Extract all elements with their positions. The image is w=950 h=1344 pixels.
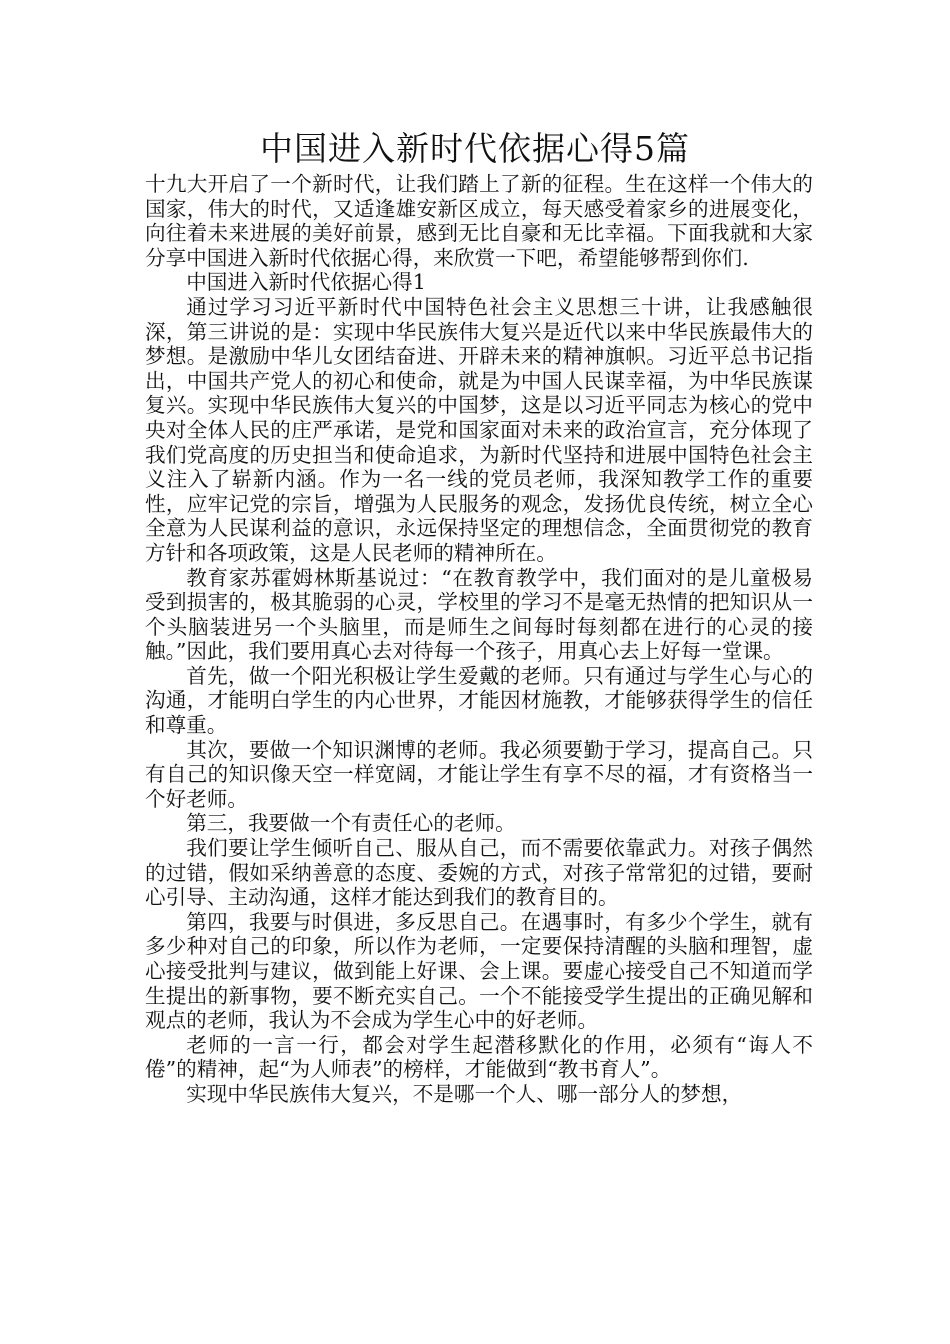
document-title: 中国进入新时代依据心得5篇 (260, 129, 690, 168)
paragraph: 通过学习习近平新时代中国特色社会主义思想三十讲，让我感触很深，第三讲说的是：实现中华民族伟大复兴是近代以来中华民族最伟大的梦想。是激励中华儿女团结奋进、开辟未来的精神旗帜。习近平总书记指出，中国共产党人的初心和使命，就是为中国人民谋幸福，为中华民族谋复兴。实现中华民族伟大复兴的中国梦，这是以习近平同志为核心的党中央对全体人民的庄严承诺，是党和国家面对未来的政治宣言，充分体现了我们党高度的历史担当和使命追求，为新时代坚持和进展中国特色社会主义注入了崭新内涵。作为一名一线的党员老师，我深知教学工作的重要性，应牢记党的宗旨，增强为人民服务的观念，发扬优良传统，树立全心全意为人民谋利益的意识，永远保持坚定的理想信念，全面贯彻党的教育方针和各项政策，这是人民老师的精神所在。 (145, 294, 813, 565)
paragraph: 教育家苏霍姆林斯基说过：“在教育教学中，我们面对的是儿童极易受到损害的，极其脆弱的心灵，学校里的学习不是毫无热情的把知识从一个头脑装进另一个头脑里，而是师生之间每时每刻都在进行的心灵的接触。”因此，我们要用真心去对待每一个孩子，用真心去上好每一堂课。 (145, 565, 813, 664)
document-body (145, 172, 813, 1107)
section-heading: 中国进入新时代依据心得1 (186, 270, 426, 295)
intro-paragraph: 十九大开启了一个新时代，让我们踏上了新的征程。生在这样一个伟大的国家，伟大的时代，又适逢雄安新区成立，每天感受着家乡的进展变化，向往着未来进展的美好前景，感到无比自豪和无比幸福。下面我就和大家分享中国进入新时代依据心得，来欣赏一下吧，希望能够帮到你们. (145, 172, 813, 270)
paragraph: 实现中华民族伟大复兴，不是哪一个人、哪一部分人的梦想， (186, 1081, 743, 1106)
paragraph: 首先，做一个阳光积极让学生爱戴的老师。只有通过与学生心与心的沟通，才能明白学生的内心世界，才能因材施教，才能够获得学生的信任和尊重。 (145, 663, 813, 738)
paragraph: 其次，要做一个知识渊博的老师。我必须要勤于学习，提高自己。只有自己的知识像天空一样宽阔，才能让学生有享不尽的福，才有资格当一个好老师。 (145, 737, 813, 811)
paragraph: 第三，我要做一个有责任心的老师。 (186, 811, 516, 836)
paragraph: 我们要让学生倾听自己、服从自己，而不需要依靠武力。对孩子偶然的过错，假如采纳善意的态度、委婉的方式，对孩子常常犯的过错，要耐心引导、主动沟通，这样才能达到我们的教育目的。 (145, 836, 813, 910)
paragraph: 老师的一言一行，都会对学生起潜移默化的作用，必须有“诲人不倦”的精神，起“为人师表”的榜样，才能做到“教书育人”。 (145, 1032, 813, 1082)
paragraph: 第四，我要与时俱进，多反思自己。在遇事时，有多少个学生，就有多少种对自己的印象，所以作为老师，一定要保持清醒的头脑和理智，虚心接受批判与建议，做到能上好课、会上课。要虚心接受自己不知道而学生提出的新事物，要不断充实自己。一个不能接受学生提出的正确见解和观点的老师，我认为不会成为学生心中的好老师。 (145, 909, 813, 1033)
